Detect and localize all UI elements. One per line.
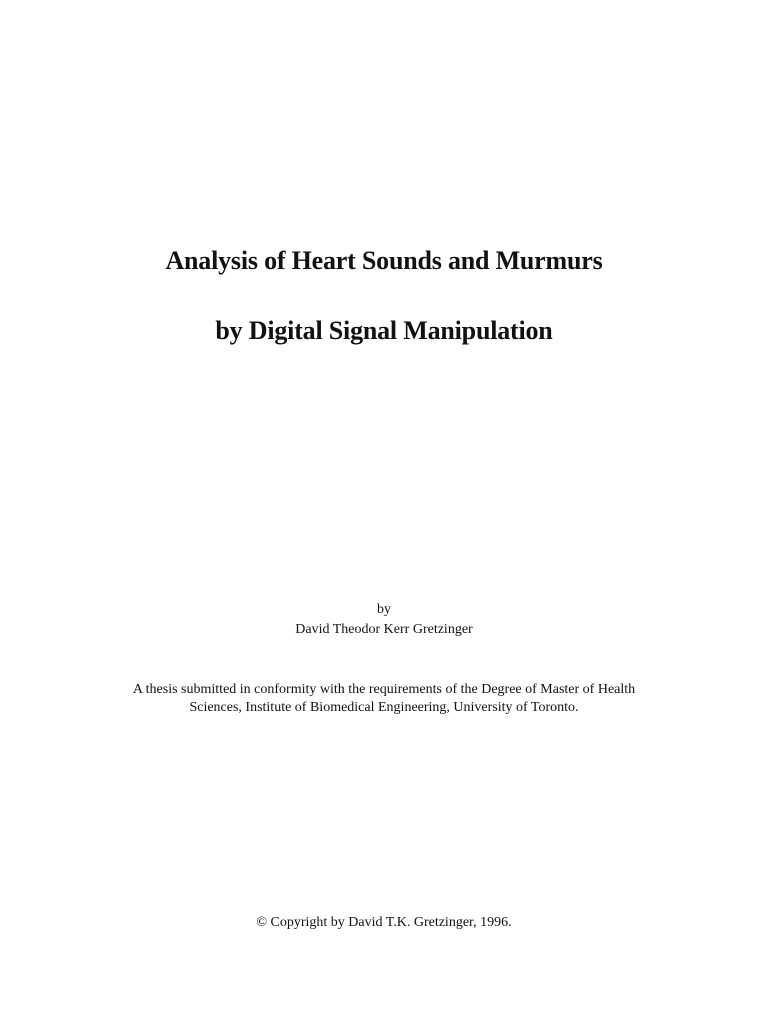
title-line-1: Analysis of Heart Sounds and Murmurs xyxy=(165,246,603,275)
thesis-statement-line-2: Sciences, Institute of Biomedical Engineering, University of Toronto. xyxy=(189,700,579,715)
author-name: David Theodor Kerr Gretzinger xyxy=(295,622,473,637)
thesis-statement-line-1: A thesis submitted in conformity with the requirements of the Degree of Master of Health xyxy=(132,682,636,697)
thesis-statement xyxy=(84,681,684,717)
copyright-notice: © Copyright by David T.K. Gretzinger, 1996. xyxy=(256,915,512,930)
by-label: by xyxy=(377,602,391,617)
title-line-2: by Digital Signal Manipulation xyxy=(215,316,553,345)
